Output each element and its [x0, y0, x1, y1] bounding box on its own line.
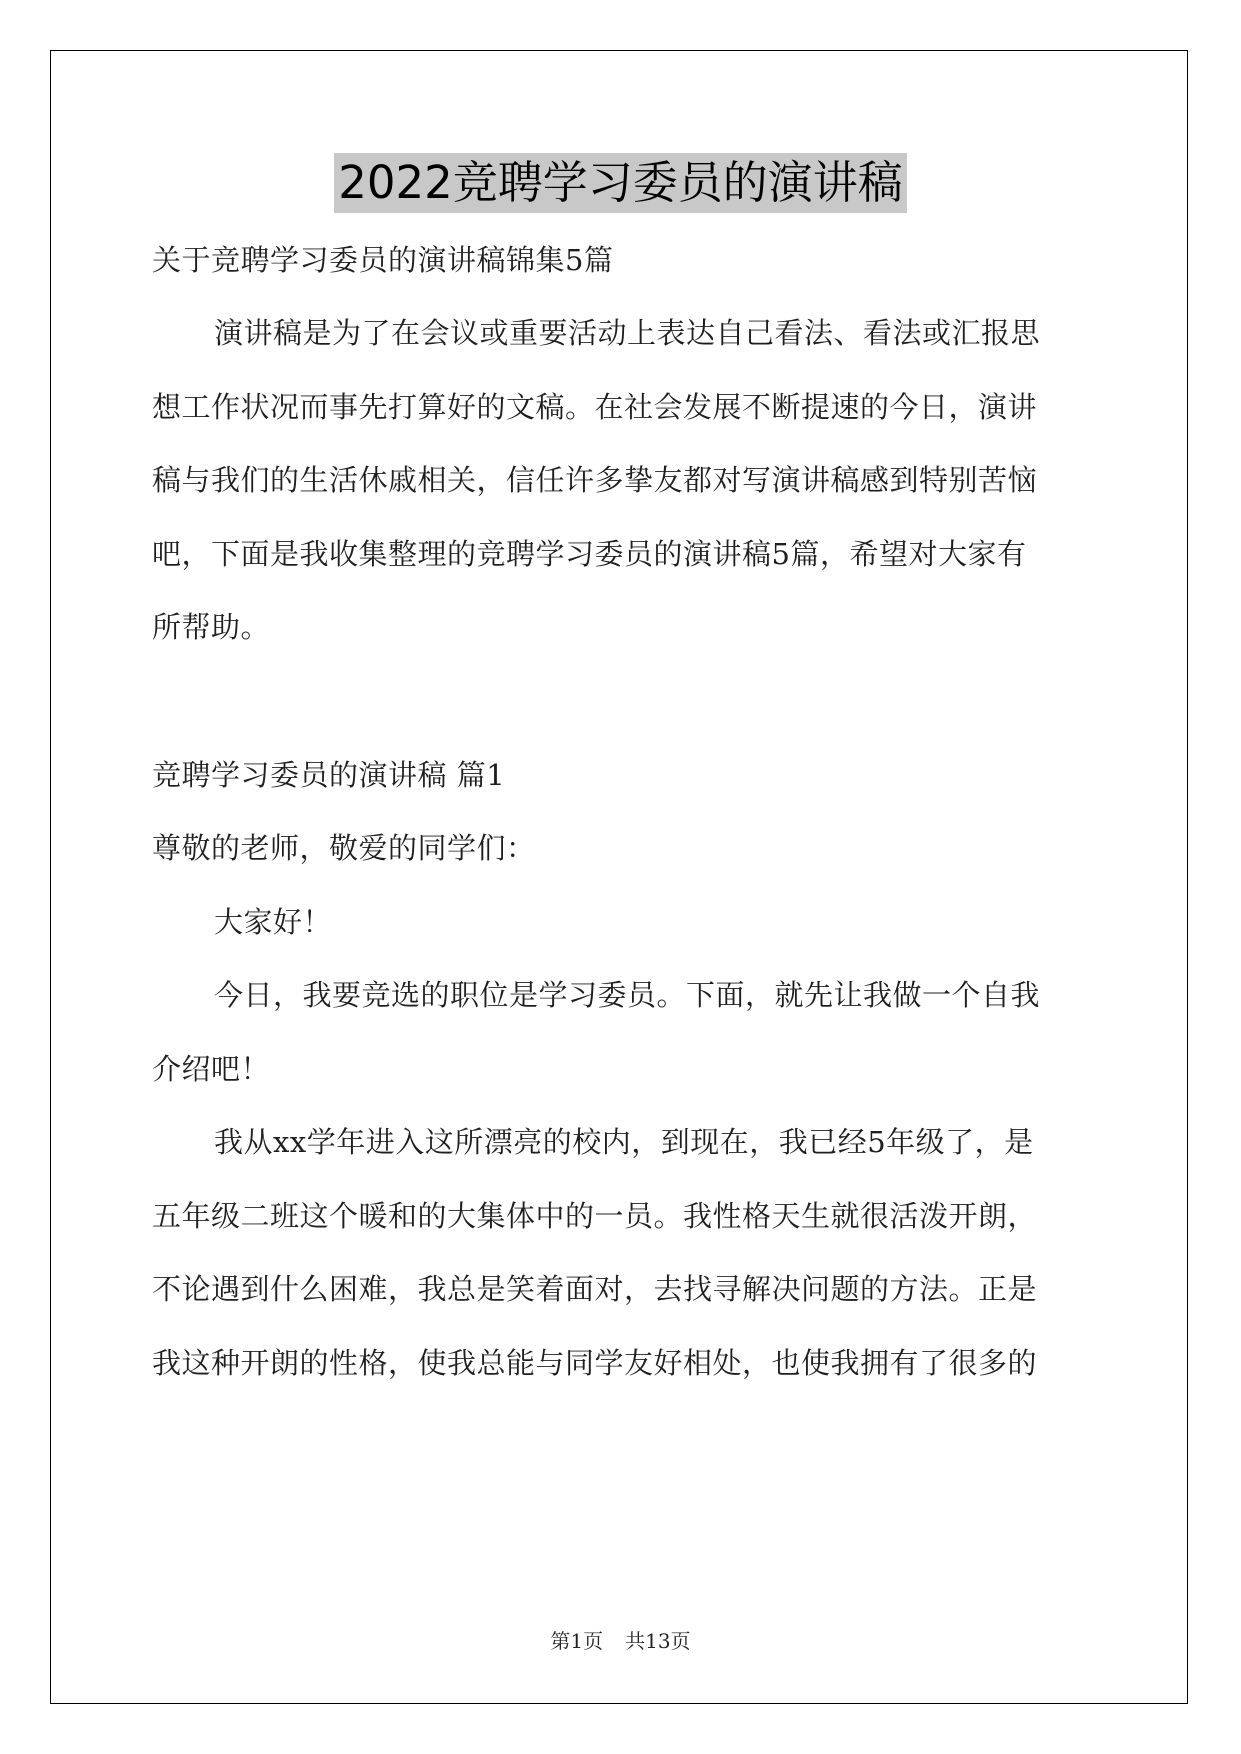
paragraph-line: 五年级二班这个暖和的大集体中的一员。我性格天生就很活泼开朗，: [152, 1199, 1038, 1233]
paragraph-line: 今日，我要竞选的职位是学习委员。下面，就先让我做一个自我: [214, 978, 1041, 1012]
paragraph-line: 演讲稿是为了在会议或重要活动上表达自己看法、看法或汇报思: [214, 316, 1041, 350]
subtitle-line: 关于竞聘学习委员的演讲稿锦集5篇: [152, 243, 614, 277]
paragraph-line: 想工作状况而事先打算好的文稿。在社会发展不断提速的今日，演讲: [152, 390, 1038, 424]
title-container: [0, 153, 1241, 213]
paragraph-line: 吧，下面是我收集整理的竞聘学习委员的演讲稿5篇，希望对大家有: [152, 537, 1027, 571]
paragraph-line: 稿与我们的生活休戚相关，信任许多挚友都对写演讲稿感到特别苦恼: [152, 463, 1038, 497]
document-title: 2022竞聘学习委员的演讲稿: [334, 153, 907, 213]
salutation-line: 尊敬的老师，敬爱的同学们：: [152, 831, 536, 865]
total-pages: 共13页: [625, 1629, 691, 1653]
paragraph-line: 所帮助。: [152, 610, 271, 644]
paragraph-line: 我这种开朗的性格，使我总能与同学友好相处，也使我拥有了很多的: [152, 1346, 1038, 1380]
paragraph-line: 不论遇到什么困难，我总是笑着面对，去找寻解决问题的方法。正是: [152, 1272, 1038, 1306]
paragraph-line: 介绍吧！: [152, 1052, 271, 1086]
section-heading: 竞聘学习委员的演讲稿 篇1: [152, 758, 506, 792]
paragraph-line: 我从xx学年进入这所漂亮的校内，到现在，我已经5年级了，是: [214, 1125, 1034, 1159]
page-border: [50, 50, 1188, 1704]
greeting-line: 大家好！: [214, 905, 333, 939]
page-footer: [0, 1625, 1241, 1654]
page-number: 第1页: [550, 1629, 604, 1653]
